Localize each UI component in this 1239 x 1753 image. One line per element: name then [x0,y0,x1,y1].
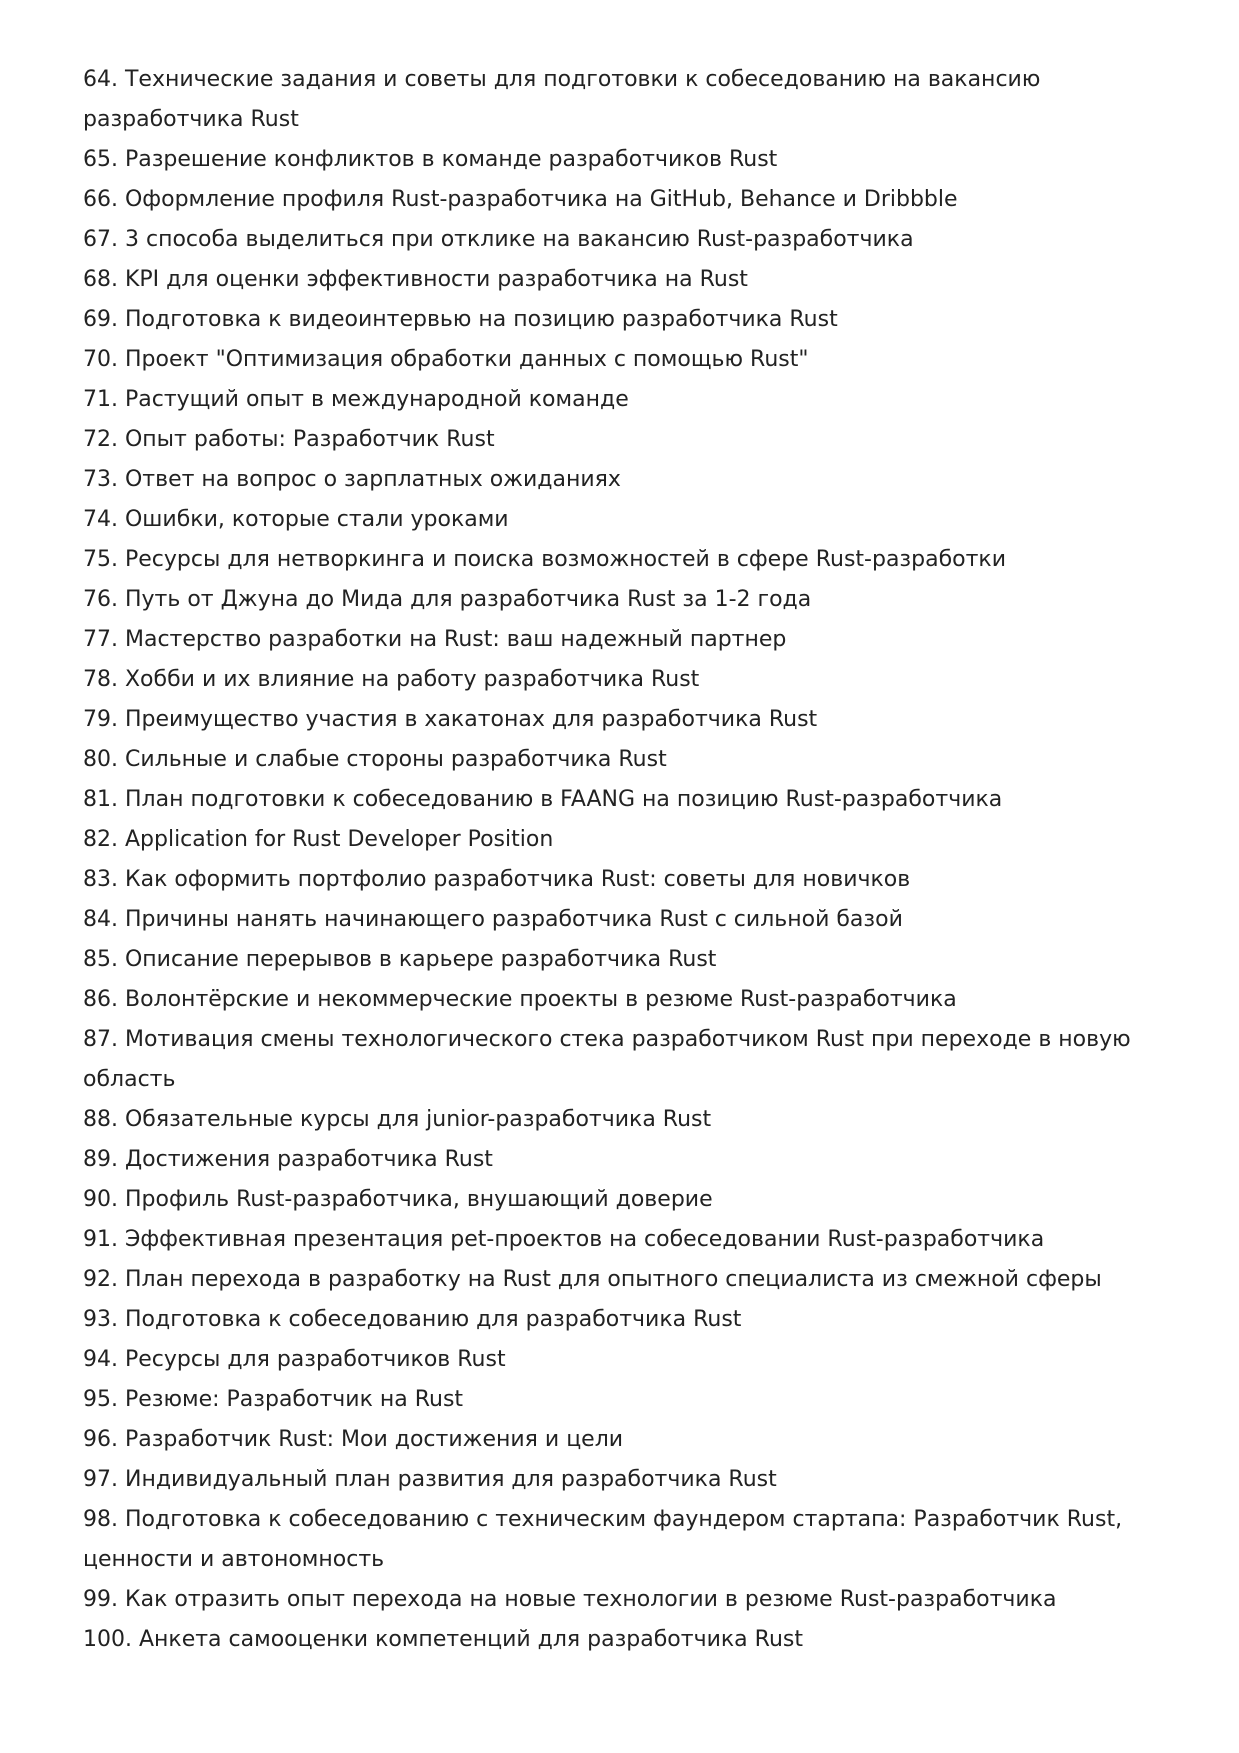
list-item: 81. План подготовки к собеседованию в FAANG на позицию Rust-разработчика [83,787,1003,812]
list-item: 92. План перехода в разработку на Rust для опытного специалиста из смежной сферы [83,1267,1102,1292]
list-item: 98. Подготовка к собеседованию с техническим фаундером стартапа: Разработчик Rust, ценности и автономность [83,1507,1123,1572]
list-item: 89. Достижения разработчика Rust [83,1147,493,1172]
list-item: 86. Волонтёрские и некоммерческие проекты в резюме Rust-разработчика [83,987,957,1012]
list-item: 90. Профиль Rust-разработчика, внушающий доверие [83,1187,713,1212]
list-item: 73. Ответ на вопрос о зарплатных ожиданиях [83,467,621,492]
list-item: 96. Разработчик Rust: Мои достижения и цели [83,1427,624,1452]
list-item: 67. 3 способа выделиться при отклике на вакансию Rust-разработчика [83,227,914,252]
list-item: 72. Опыт работы: Разработчик Rust [83,427,495,452]
list-item: 66. Оформление профиля Rust-разработчика на GitHub, Behance и Dribbble [83,187,958,212]
list-item: 70. Проект "Оптимизация обработки данных с помощью Rust" [83,347,809,372]
list-item: 97. Индивидуальный план развития для разработчика Rust [83,1467,777,1492]
list-item: 88. Обязательные курсы для junior-разработчика Rust [83,1107,712,1132]
list-item: 76. Путь от Джуна до Мида для разработчика Rust за 1-2 года [83,587,812,612]
list-item: 91. Эффективная презентация pet-проектов на собеседовании Rust-разработчика [83,1227,1045,1252]
list-item: 71. Растущий опыт в международной команде [83,387,629,412]
list-item: 87. Мотивация смены технологического стека разработчиком Rust при переходе в новую область [83,1027,1131,1092]
list-item: 74. Ошибки, которые стали уроками [83,507,509,532]
list-item: 95. Резюме: Разработчик на Rust [83,1387,464,1412]
list-item: 93. Подготовка к собеседованию для разработчика Rust [83,1307,742,1332]
list-item: 94. Ресурсы для разработчиков Rust [83,1347,506,1372]
list-item: 75. Ресурсы для нетворкинга и поиска возможностей в сфере Rust-разработки [83,547,1007,572]
list-item: 78. Хобби и их влияние на работу разработчика Rust [83,667,700,692]
list-item: 83. Как оформить портфолио разработчика Rust: советы для новичков [83,867,911,892]
list-item: 64. Технические задания и советы для подготовки к собеседованию на вакансию разработчика Rust [83,67,1041,132]
list-item: 80. Сильные и слабые стороны разработчика Rust [83,747,667,772]
list-item: 69. Подготовка к видеоинтервью на позицию разработчика Rust [83,307,838,332]
list-item: 79. Преимущество участия в хакатонах для разработчика Rust [83,707,818,732]
list-item: 84. Причины нанять начинающего разработчика Rust с сильной базой [83,907,903,932]
list-item: 85. Описание перерывов в карьере разработчика Rust [83,947,717,972]
numbered-topic-list [83,60,1147,1660]
list-item: 65. Разрешение конфликтов в команде разработчиков Rust [83,147,778,172]
list-item: 82. Application for Rust Developer Position [83,827,554,852]
list-item: 68. KPI для оценки эффективности разработчика на Rust [83,267,748,292]
list-item: 77. Мастерство разработки на Rust: ваш надежный партнер [83,627,787,652]
list-item: 100. Анкета самооценки компетенций для разработчика Rust [83,1627,803,1652]
list-item: 99. Как отразить опыт перехода на новые технологии в резюме Rust-разработчика [83,1587,1057,1612]
